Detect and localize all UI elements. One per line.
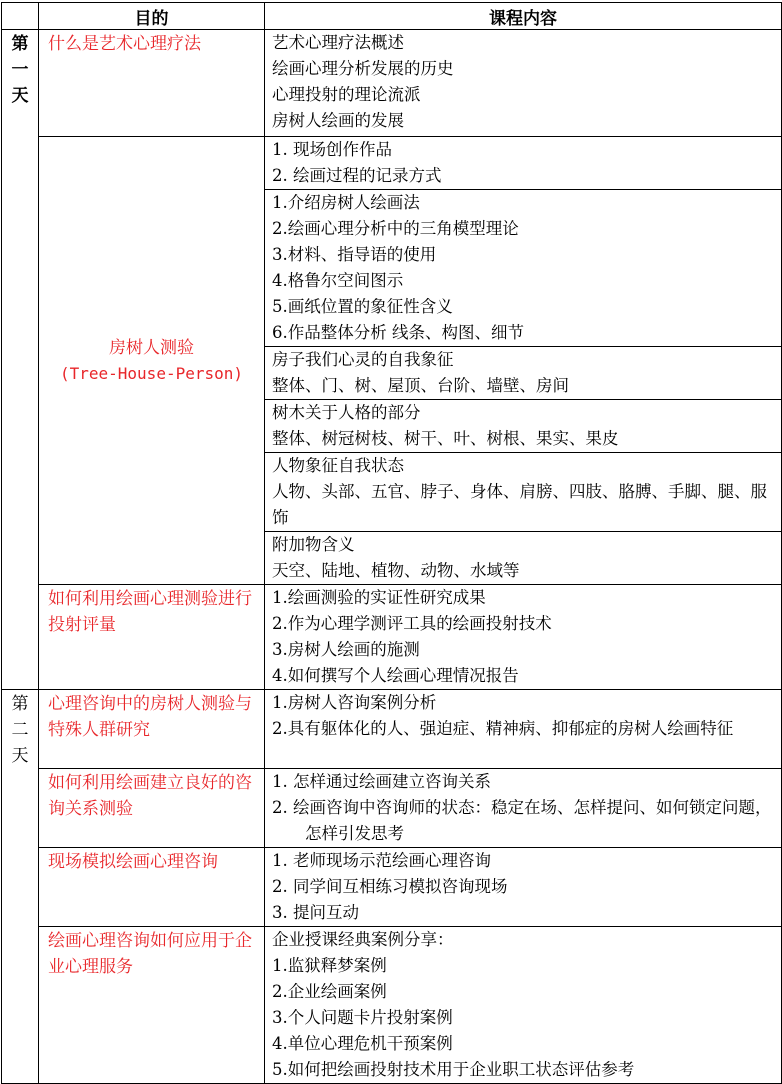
table-row: [2, 585, 782, 690]
content-cell: 1. 怎样通过绘画建立咨询关系 2. 绘画咨询中咨询师的状态：稳定在场、怎样提问、如何锁定问题，怎样引发思考: [265, 769, 782, 848]
course-table: [1, 2, 782, 1084]
table-row: [2, 690, 782, 769]
content-cell: 树木关于人格的部分 整体、树冠树枝、树干、叶、树根、果实、果皮: [265, 400, 782, 453]
content-cell: 人物象征自我状态 人物、头部、五官、脖子、身体、肩膀、四肢、胳膊、手脚、腿、服饰: [265, 453, 782, 532]
table-header-row: [2, 3, 782, 30]
purpose-cell: 现场模拟绘画心理咨询: [39, 848, 265, 927]
day-two-label: 第 二 天: [2, 690, 39, 1084]
purpose-cell: 心理咨询中的房树人测验与特殊人群研究: [39, 690, 265, 769]
content-cell: 1.房树人咨询案例分析 2.具有躯体化的人、强迫症、精神病、抑郁症的房树人绘画特征: [265, 690, 782, 769]
purpose-cell: 什么是艺术心理疗法: [39, 30, 265, 137]
purpose-cell: 如何利用绘画心理测验进行投射评量: [39, 585, 265, 690]
content-cell: 房子我们心灵的自我象征 整体、门、树、屋顶、台阶、墙壁、房间: [265, 347, 782, 400]
content-cell: 1.介绍房树人绘画法 2.绘画心理分析中的三角模型理论 3.材料、指导语的使用 4.格鲁尔空间图示 5.画纸位置的象征性含义 6.作品整体分析 线条、构图、细节: [265, 190, 782, 347]
header-purpose: 目的: [39, 3, 265, 30]
content-cell: 1. 现场创作作品 2. 绘画过程的记录方式: [265, 137, 782, 190]
table-row: [2, 30, 782, 137]
header-day-cell: [2, 3, 39, 30]
table-row: [2, 848, 782, 927]
content-cell: 1. 老师现场示范绘画心理咨询 2. 同学间互相练习模拟咨询现场 3. 提问互动: [265, 848, 782, 927]
content-cell: 附加物含义 天空、陆地、植物、动物、水域等: [265, 532, 782, 585]
table-row: [2, 927, 782, 1084]
content-cell: 企业授课经典案例分享： 1.监狱释梦案例 2.企业绘画案例 3.个人问题卡片投射案例 4.单位心理危机干预案例 5.如何把绘画投射技术用于企业职工状态评估参考: [265, 927, 782, 1084]
purpose-cell: 绘画心理咨询如何应用于企业心理服务: [39, 927, 265, 1084]
header-content: 课程内容: [265, 3, 782, 30]
content-cell: 艺术心理疗法概述 绘画心理分析发展的历史 心理投射的理论流派 房树人绘画的发展: [265, 30, 782, 137]
table-row: [2, 137, 782, 190]
day-one-label: 第 一 天: [2, 30, 39, 690]
table-row: [2, 769, 782, 848]
purpose-cell: 如何利用绘画建立良好的咨询关系测验: [39, 769, 265, 848]
purpose-cell-htp: 房树人测验 (Tree-House-Person): [39, 137, 265, 585]
content-cell: 1.绘画测验的实证性研究成果 2.作为心理学测评工具的绘画投射技术 3.房树人绘画的施测 4.如何撰写个人绘画心理情况报告: [265, 585, 782, 690]
